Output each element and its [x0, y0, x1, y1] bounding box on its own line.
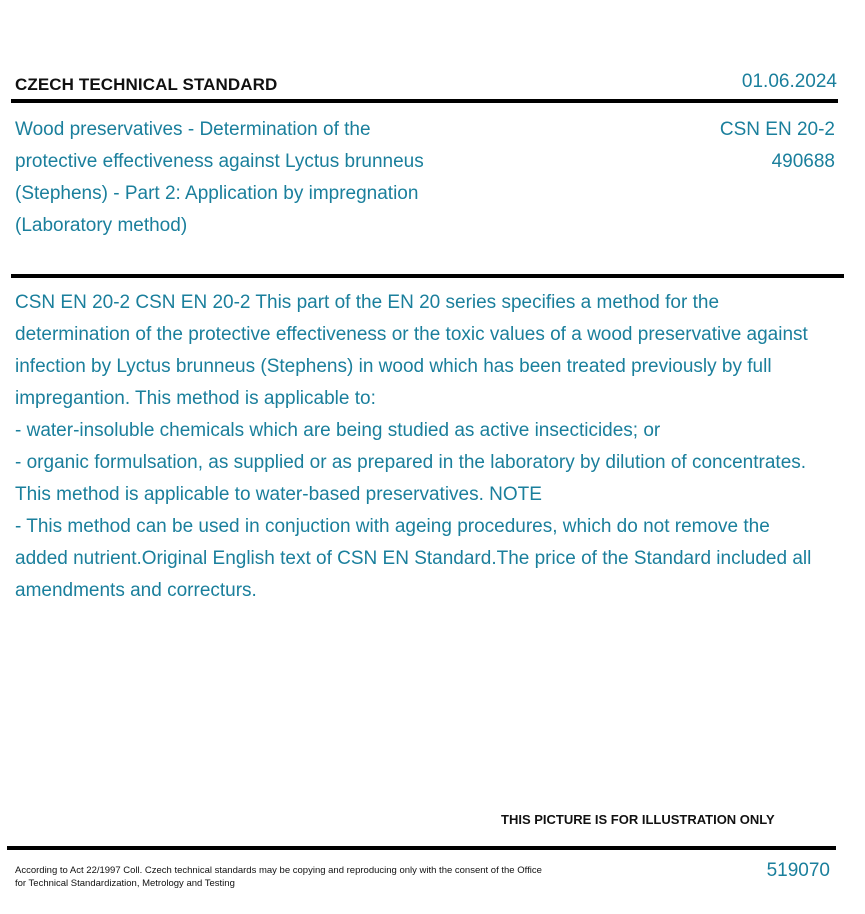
middle-rule — [11, 274, 844, 278]
footer-legal-text: According to Act 22/1997 Coll. Czech technical standards may be copying and reproducing only with the consent of the Office for Technical Standardization, Metrology and Testing — [15, 865, 542, 889]
standard-code: CSN EN 20-2 — [719, 119, 835, 140]
footer-number: 519070 — [766, 860, 830, 881]
illustration-note: THIS PICTURE IS FOR ILLUSTRATION ONLY — [501, 812, 775, 827]
abstract-text: CSN EN 20-2 CSN EN 20-2 This part of the EN 20 series specifies a method for the determination of the protective effectiveness or the toxic values of a wood preservative against infection by Lyctus brunneus (Stephens) in wood which has been treated previously by full impregantion. This method is applicable to: - water-insoluble chemicals which are being studied as active insecticides; or - organic formulsation, as supplied or as prepared in the laboratory by dilution of concentrates. This method is applicable to water-based preservatives. NOTE - This method can be used in conjuction with ageing procedures, which do not remove the added nutrient.Original English text of CSN EN Standard.The price of the Standard included all amendments and correcturs. — [15, 292, 812, 601]
header-date: 01.06.2024 — [741, 71, 837, 92]
bottom-rule — [7, 846, 836, 850]
standard-title: Wood preservatives - Determination of the protective effectiveness against Lyctus brunneus (Stephens) - Part 2: Application by impregnation (Laboratory method) — [15, 119, 424, 236]
catalog-number: 490688 — [771, 151, 835, 172]
top-rule — [11, 99, 838, 103]
standard-code-block — [720, 114, 835, 178]
header-label: CZECH TECHNICAL STANDARD — [15, 75, 278, 94]
